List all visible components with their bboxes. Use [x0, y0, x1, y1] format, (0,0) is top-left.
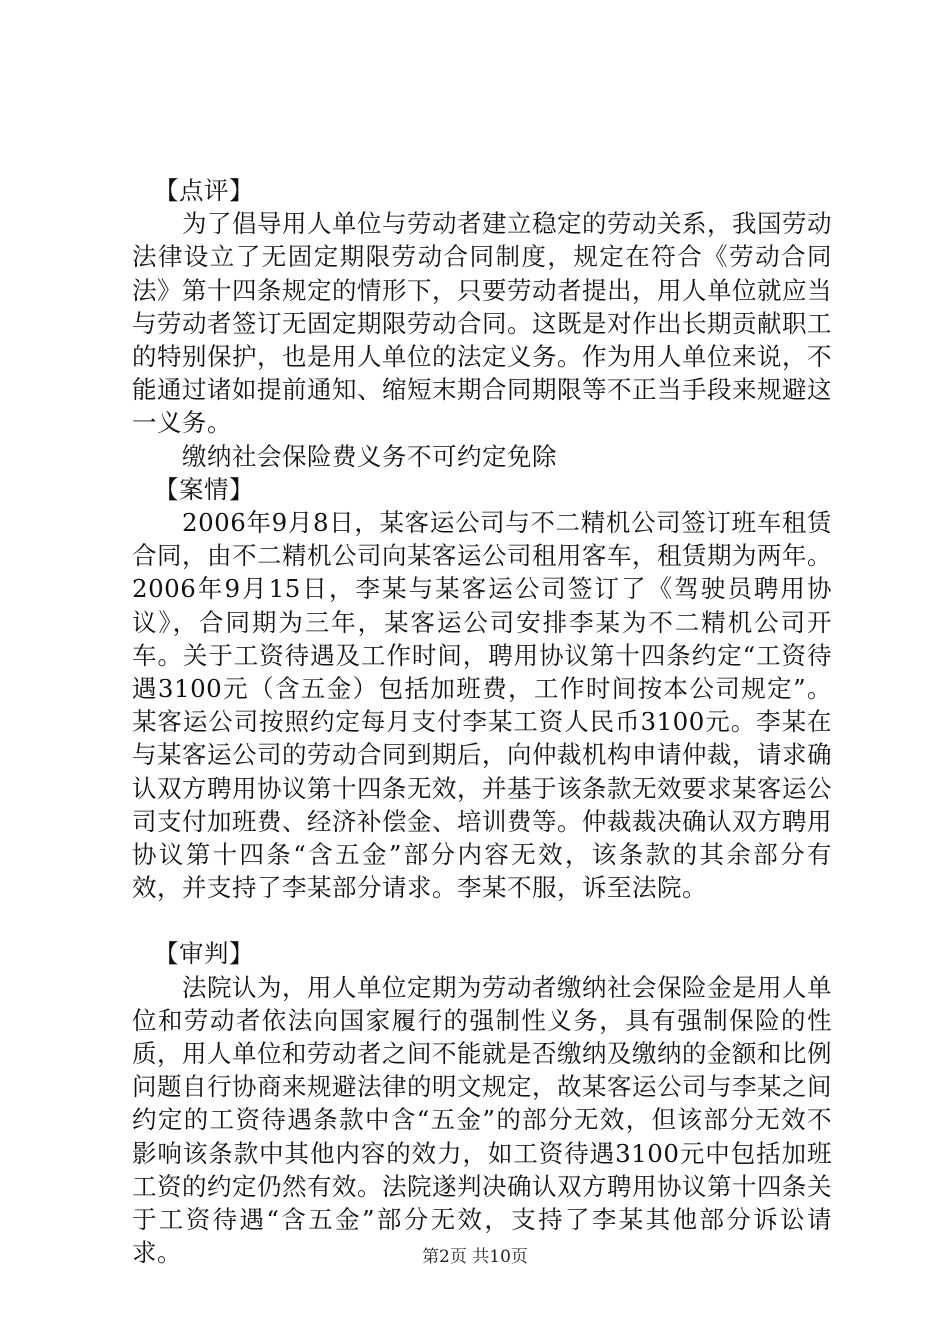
judgment-heading: 【审判】	[154, 939, 254, 969]
judgment-paragraph: 法院认为，用人单位定期为劳动者缴纳社会保险金是用人单位和劳动者依法向国家履行的强制性义务，具有强制保险的性质，用人单位和劳动者之间不能就是否缴纳及缴纳的金额和比例问题自行协商来规避法律的明文规定，故某客运公司与李某之间约定的工资待遇条款中含“五金”的部分无效，但该部分无效不影响该条款中其他内容的效力，如工资待遇3100元中包括加班工资的约定仍然有效。法院遂判决确认双方聘用协议第十四条关于工资待遇“含五金”部分无效，支持了李某其他部分诉讼请求。	[132, 972, 832, 1268]
case-facts-heading: 【案情】	[154, 474, 254, 504]
case-facts-paragraph: 2006年9月8日，某客运公司与不二精机公司签订班车租赁合同，由不二精机公司向某客运公司租用客车，租赁期为两年。2006年9月15日，李某与某客运公司签订了《驾驶员聘用协议》，合同期为三年，某客运公司安排李某为不二精机公司开车。关于工资待遇及工作时间，聘用协议第十四条约定“工资待遇3100元（含五金）包括加班费，工作时间按本公司规定”。某客运公司按照约定每月支付李某工资人民币3100元。李某在与某客运公司的劳动合同到期后，向仲裁机构申请仲裁，请求确认双方聘用协议第十四条无效，并基于该条款无效要求某客运公司支付加班费、经济补偿金、培训费等。仲裁裁决确认双方聘用协议第十四条“含五金”部分内容无效，该条款的其余部分有效，并支持了李某部分请求。李某不服，诉至法院。	[132, 508, 832, 903]
paragraph-gap	[132, 904, 832, 937]
document-body	[132, 174, 832, 1270]
case-title: 缴纳社会保险费义务不可约定免除	[182, 441, 557, 471]
review-paragraph: 为了倡导用人单位与劳动者建立稳定的劳动关系，我国劳动法律设立了无固定期限劳动合同制度，规定在符合《劳动合同法》第十四条规定的情形下，只要劳动者提出，用人单位就应当与劳动者签订无固定期限劳动合同。这既是对作出长期贡献职工的特别保护，也是用人单位的法定义务。作为用人单位来说，不能通过诸如提前通知、缩短末期合同期限等不正当手段来规避这一义务。	[132, 209, 832, 438]
review-heading: 【点评】	[154, 176, 254, 205]
page-number-footer: 第2页 共10页	[422, 1247, 528, 1267]
